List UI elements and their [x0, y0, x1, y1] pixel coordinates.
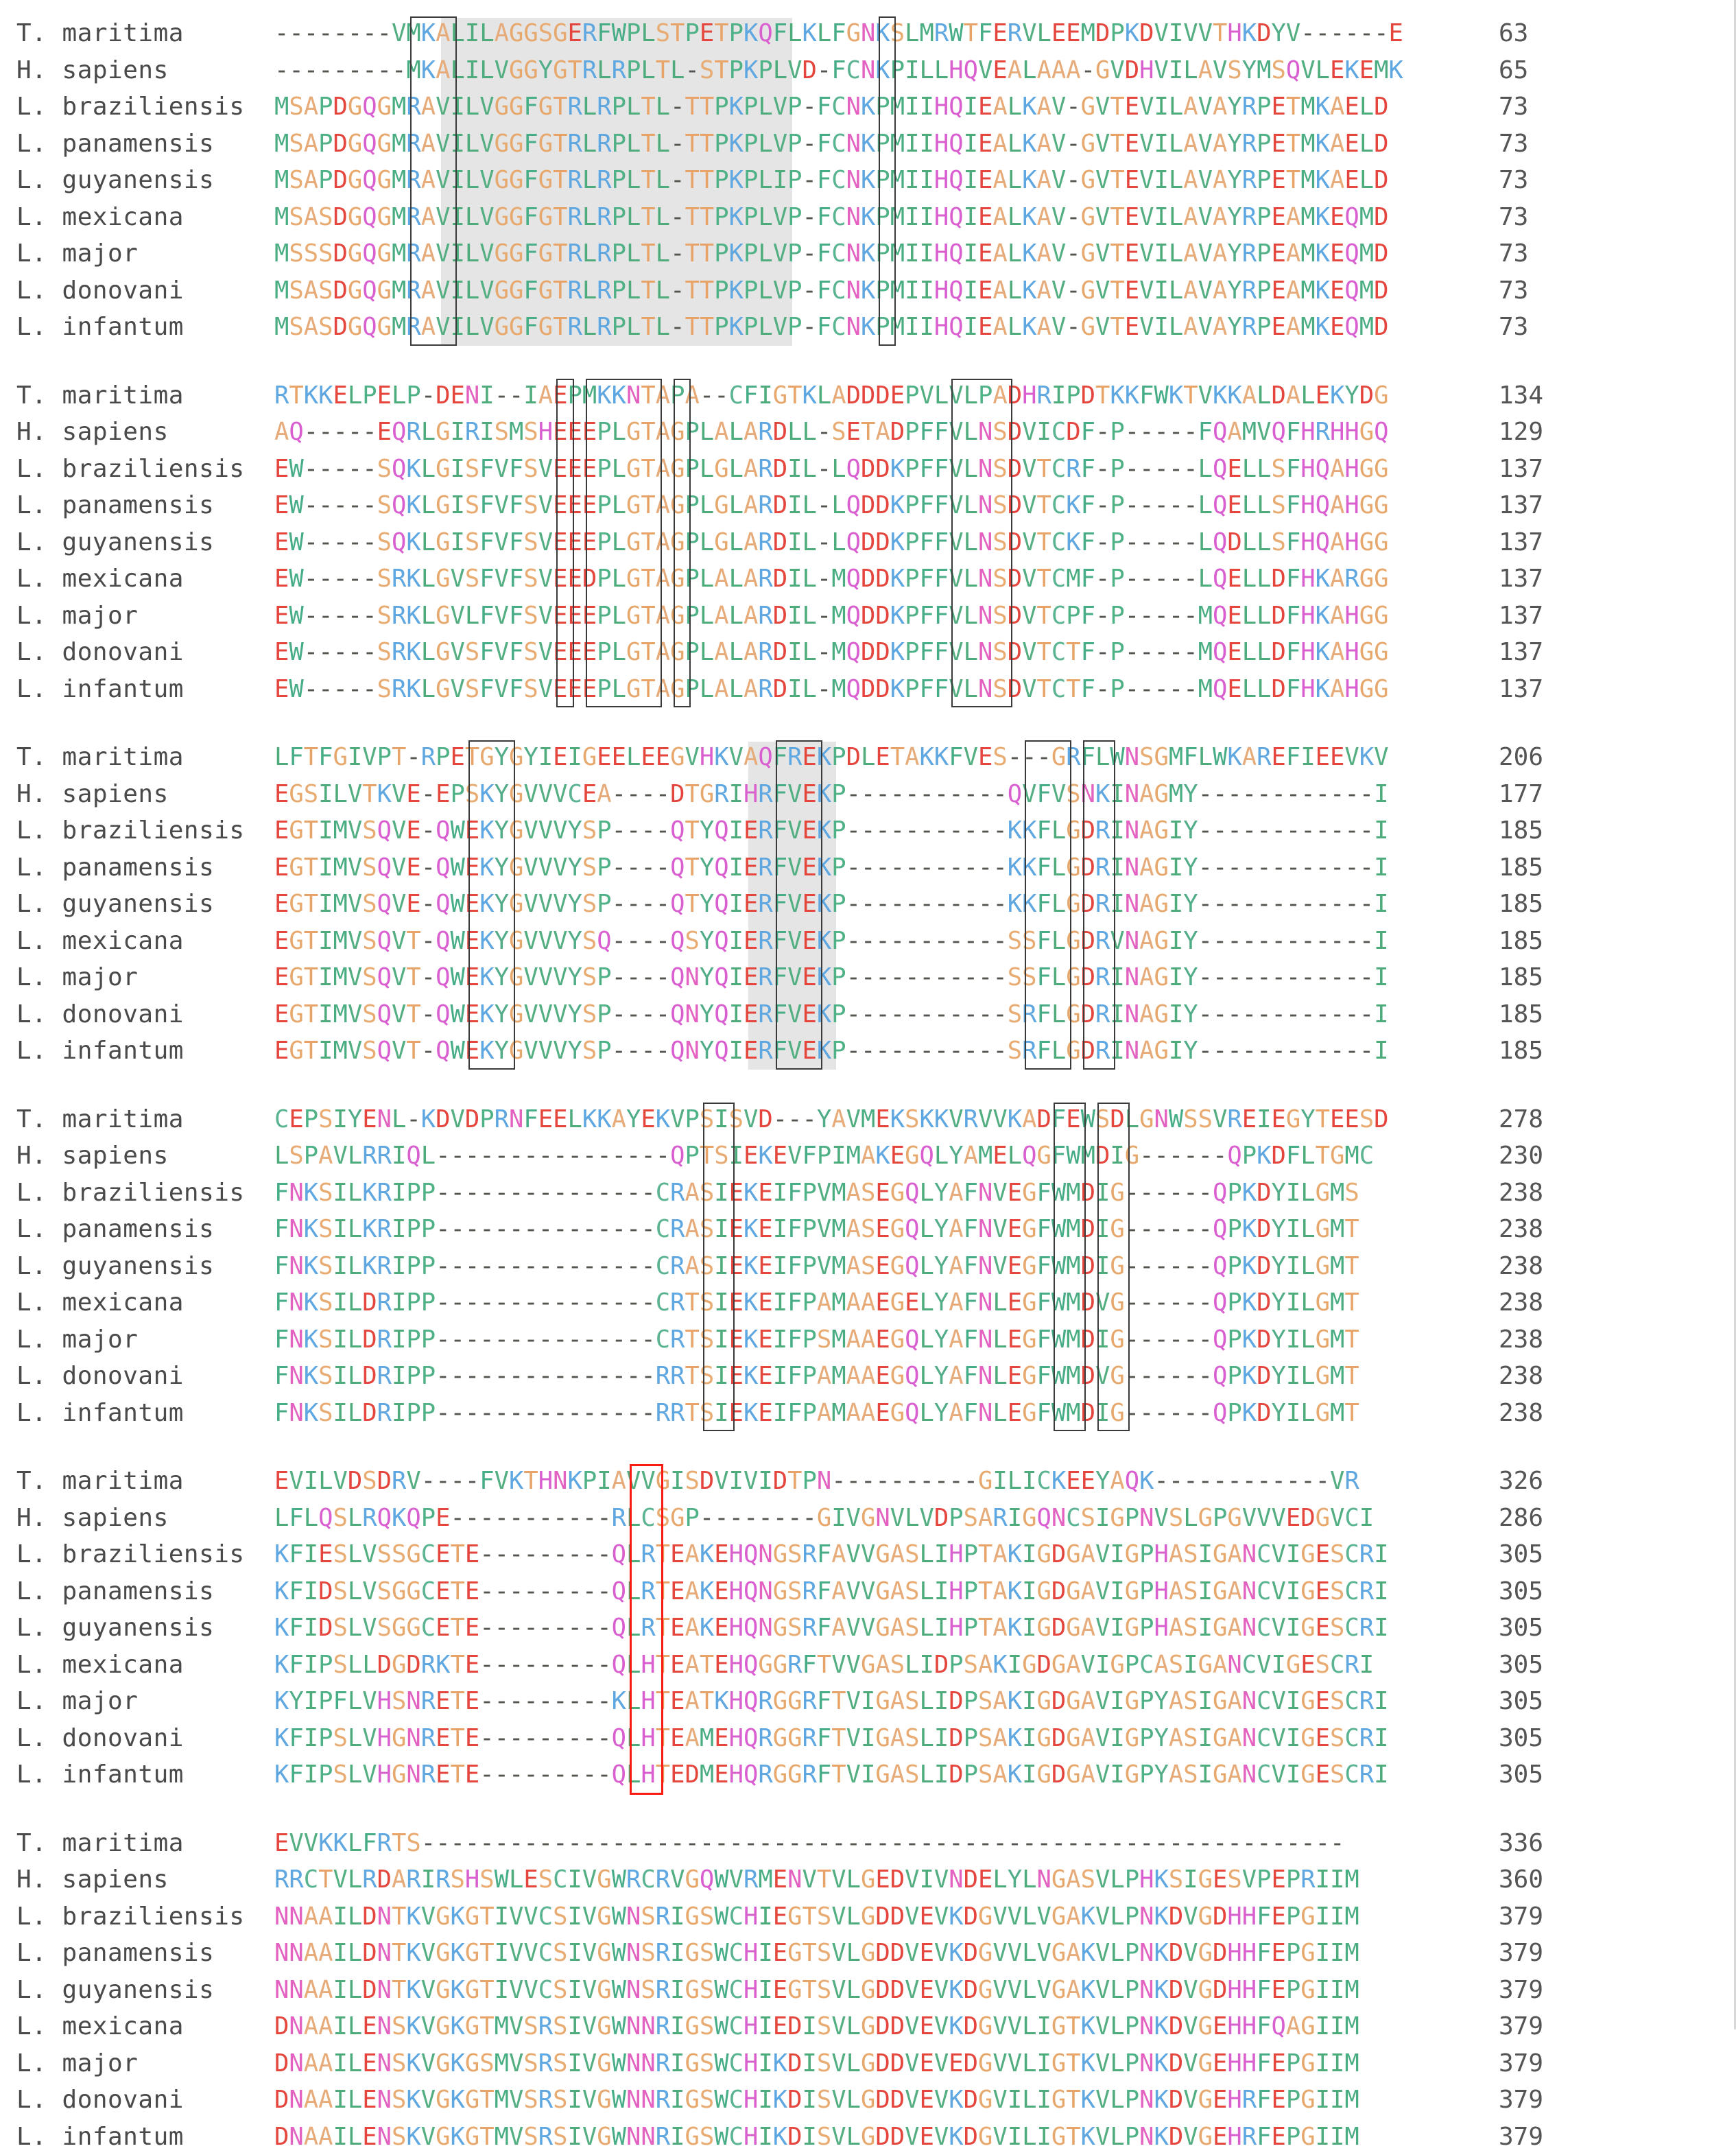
- sequence-text: FNKSILKRIPP---------------CRASIEKEIFPVMASEGQLYAFNVEGFWMDIG------QPKDYILGMT: [274, 1211, 1359, 1248]
- residue-number: 238: [1499, 1252, 1543, 1280]
- alignment-row: [0, 377, 1736, 414]
- species-label: L. guyanensis: [0, 166, 274, 194]
- alignment-row: [0, 1825, 1736, 1862]
- species-label: L. guyanensis: [0, 528, 274, 556]
- sequence-text: EGTIMVSQVE-QWEKYGVVVYSP----QTYQIERFVEKP-----------KKFLGDRINAGIY------------I: [274, 886, 1389, 923]
- alignment-row: [0, 849, 1736, 886]
- sequence-text: LFTFGIVPT-RPETGYGYIEIGEELEEGVHKVAQFREKPDLETAKKFVES---GRFLWNSGMFLWKAREFIEEVKV: [274, 739, 1389, 776]
- residue-number: 73: [1499, 166, 1528, 194]
- sequence-text: EW-----SRKLGVLFVFSVEEEPLGTAGPLALARDIL-MQDDKPFFVLNSDVTCPF-P-----MQELLDFHKAHGG: [274, 598, 1389, 635]
- species-label: L. braziliensis: [0, 1179, 274, 1207]
- residue-number: 185: [1499, 816, 1543, 845]
- alignment-block-3: [0, 739, 1736, 1070]
- residue-number: 305: [1499, 1724, 1543, 1752]
- alignment-row: [0, 812, 1736, 849]
- sequence-text: FNKSILKRIPP---------------CRASIEKEIFPVMASEGQLYAFNVEGFWMDIG------QPKDYILGMS: [274, 1175, 1359, 1212]
- alignment-row: [0, 1898, 1736, 1935]
- alignment-row: [0, 1610, 1736, 1647]
- sequence-text: EW-----SRKLGVSFVFSVEEEPLGTAGPLALARDIL-MQDDKPFFVLNSDVTCTF-P-----MQELLDFHKAHGG: [274, 671, 1389, 708]
- species-label: L. infantum: [0, 1037, 274, 1065]
- alignment-row: [0, 15, 1736, 52]
- residue-number: 238: [1499, 1179, 1543, 1207]
- species-label: L. major: [0, 963, 274, 991]
- alignment-row: [0, 487, 1736, 524]
- residue-number: 137: [1499, 528, 1543, 556]
- species-label: L. donovani: [0, 1724, 274, 1752]
- species-label: L. braziliensis: [0, 1903, 274, 1931]
- sequence-text: EGTIMVSQVT-QWEKYGVVVYSP----QNYQIERFVEKP-----------SRFLGDRINAGIY------------I: [274, 996, 1389, 1033]
- sequence-text: MSAPDGQGMRAVILVGGFGTRLRPLTL-TTPKPLVP-FCNKPMIIHQIEALKAV-GVTEVILAVAYRPETMKAELD: [274, 126, 1389, 163]
- sequence-text: CEPSIYENL-KDVDPRNFEELKKAYEKVPSISVD---YAVMEKSKKVRVVKADFEWSDLGNWSSVREIEGYTEESD: [274, 1101, 1389, 1138]
- sequence-text: EW-----SQKLGISFVFSVEEEPLGTAGPLGLARDIL-LQDDKPFFVLNSDVTCKF-P-----LQDLLSFHQAHGG: [274, 524, 1389, 561]
- sequence-text: NNAAILDNTKVGKGTIVVCSIVGWNSRIGSWCHIEGTSVLGDDVEVKDGVVLVGAKVLPNKDVGDHHFEPGIIM: [274, 1935, 1359, 1972]
- residue-number: 137: [1499, 602, 1543, 630]
- species-label: L. donovani: [0, 1000, 274, 1028]
- alignment-row: [0, 1683, 1736, 1720]
- alignment-row: [0, 561, 1736, 598]
- alignment-row: [0, 1284, 1736, 1321]
- residue-number: 360: [1499, 1865, 1543, 1894]
- motif-box: [410, 16, 457, 346]
- alignment-block-5: [0, 1463, 1736, 1793]
- sequence-text: EW-----SRKLGVSFVFSVEEDPLGTAGPLALARDIL-MQDDKPFFVLNSDVTCMF-P-----LQELLDFHKARGG: [274, 561, 1389, 598]
- species-label: T. maritima: [0, 381, 274, 410]
- alignment-row: [0, 1756, 1736, 1793]
- alignment-row: [0, 309, 1736, 346]
- residue-number: 379: [1499, 2086, 1543, 2114]
- sequence-text: FNKSILKRIPP---------------CRASIEKEIFPVMASEGQLYAFNVEGFWMDIG------QPKDYILGMT: [274, 1248, 1359, 1285]
- alignment-row: [0, 89, 1736, 126]
- alignment-row: [0, 923, 1736, 960]
- sequence-text: RTKKELPELP-DENI--IAEPMKKNTAPA--CFIGTKLADDDEPVLVLPADHRIPDTKKFWKTVKKALDALEKYDG: [274, 377, 1389, 414]
- species-label: L. major: [0, 1687, 274, 1715]
- species-label: L. donovani: [0, 638, 274, 666]
- residue-number: 137: [1499, 638, 1543, 666]
- sequence-text: NNAAILDNTKVGKGTIVVCSIVGWNSRIGSWCHIEGTSVLGDDVEVKDGVVLVGAKVLPNKDVGDHHFEPGIIM: [274, 1898, 1359, 1935]
- sequence-text: EGSILVTKVE-EPSKYGVVVCEA----DTGRIHRFVEKP-----------QVFVSNKINAGMY------------I: [274, 776, 1389, 813]
- alignment-row: [0, 2082, 1736, 2119]
- residue-number: 73: [1499, 313, 1528, 341]
- alignment-row: [0, 1211, 1736, 1248]
- residue-number: 206: [1499, 743, 1543, 771]
- residue-number: 177: [1499, 780, 1543, 808]
- species-label: L. mexicana: [0, 565, 274, 593]
- residue-number: 230: [1499, 1142, 1543, 1170]
- motif-box-red: [630, 1464, 663, 1795]
- species-label: L. major: [0, 2049, 274, 2077]
- alignment-row: [0, 162, 1736, 199]
- alignment-row: [0, 671, 1736, 708]
- motif-box: [951, 379, 1012, 708]
- motif-box: [586, 379, 662, 708]
- species-label: H. sapiens: [0, 418, 274, 446]
- residue-number: 65: [1499, 56, 1528, 84]
- residue-number: 379: [1499, 2012, 1543, 2040]
- motif-box: [674, 379, 691, 708]
- residue-number: 305: [1499, 1614, 1543, 1642]
- alignment-row: [0, 1033, 1736, 1070]
- sequence-text: ---------MKALILVGGYGTRLRPLTL-STPKPLVD-FCNKPILLHQVEALAAA-GVDHVILAVSYMSQVLEKEMK: [274, 52, 1403, 89]
- species-label: T. maritima: [0, 19, 274, 47]
- residue-number: 73: [1499, 130, 1528, 158]
- sequence-text: EVILVDSDRV----FVKTHNKPIAVVGISDVIVIDTPN----------GILICKEEYAQK------------VR: [274, 1463, 1359, 1500]
- alignment-row: [0, 776, 1736, 813]
- sequence-text: EGTIMVSQVT-QWEKYGVVVYSP----QNYQIERFVEKP-----------SRFLGDRINAGIY------------I: [274, 1033, 1389, 1070]
- sequence-text: MSASDGQGMRAVILVGGFGTRLRPLTL-TTPKPLVP-FCNKPMIIHQIEALKAV-GVTEVILAVAYRPEAMKEQMD: [274, 309, 1389, 346]
- motif-box: [1025, 740, 1071, 1070]
- motif-box: [1097, 1103, 1130, 1432]
- residue-number: 238: [1499, 1288, 1543, 1317]
- residue-number: 73: [1499, 239, 1528, 268]
- residue-number: 185: [1499, 963, 1543, 991]
- residue-number: 379: [1499, 2123, 1543, 2151]
- alignment-row: [0, 126, 1736, 163]
- species-label: H. sapiens: [0, 56, 274, 84]
- species-label: L. infantum: [0, 675, 274, 703]
- alignment-row: [0, 52, 1736, 89]
- species-label: L. panamensis: [0, 491, 274, 519]
- sequence-text: LSPAVLRRIQL----------------QPTSIEKEVFPIMAKEGQLYAMELQGFWMDIG------QPKDFLTGMC: [274, 1138, 1374, 1175]
- alignment-row: [0, 199, 1736, 236]
- sequence-text: NNAAILDNTKVGKGTIVVCSIVGWNSRIGSWCHIEGTSVLGDDVEVKDGVVLVGAKVLPNKDVGDHHFEPGIIM: [274, 1972, 1359, 2009]
- species-label: L. panamensis: [0, 1215, 274, 1243]
- residue-number: 238: [1499, 1362, 1543, 1390]
- alignment-row: [0, 886, 1736, 923]
- alignment-row: [0, 1248, 1736, 1285]
- sequence-text: MSAPDGQGMRAVILVGGFGTRLRPLTL-TTPKPLIP-FCNKPMIIHQIEALKAV-GVTEVILAVAYRPETMKAELD: [274, 162, 1389, 199]
- residue-number: 238: [1499, 1215, 1543, 1243]
- alignment-row: [0, 451, 1736, 488]
- motif-box: [776, 740, 822, 1070]
- alignment-row: [0, 1861, 1736, 1898]
- species-label: L. major: [0, 602, 274, 630]
- species-label: T. maritima: [0, 1467, 274, 1495]
- alignment-row: [0, 1573, 1736, 1610]
- sequence-text: MSSSDGQGMRAVILVGGFGTRLRPLTL-TTPKPLVP-FCNKPMIIHQIEALKAV-GVTEVILAVAYRPEAMKEQMD: [274, 235, 1389, 272]
- residue-number: 305: [1499, 1577, 1543, 1605]
- sequence-text: FNKSILDRIPP---------------CRTSIEKEIFPAMAAEGELYAFNLEGFWMDVG------QPKDYILGMT: [274, 1284, 1359, 1321]
- species-label: L. donovani: [0, 1362, 274, 1390]
- sequence-text: EGTIMVSQVT-QWEKYGVVVYSP----QNYQIERFVEKP-----------SSFLGDRINAGIY------------I: [274, 959, 1389, 996]
- sequence-text: FNKSILDRIPP---------------RRTSIEKEIFPAMAAEGQLYAFNLEGFWMDVG------QPKDYILGMT: [274, 1358, 1359, 1395]
- sequence-text: --------VMKALILAGGSGERFWPLSTPETPKQFLKLFGNKSLMRWTFERVLEEMDPKDVIVVTHKDYV------E: [274, 15, 1403, 52]
- sequence-text: RRCTVLRDARIRSHSWLESCIVGWRCRVGQWVRMENVTVLGEDVIVNDELYLNGASVLPHKSIGESVPEPRIIM: [274, 1861, 1359, 1898]
- motif-box: [556, 379, 573, 708]
- residue-number: 185: [1499, 927, 1543, 955]
- alignment-row: [0, 272, 1736, 309]
- alignment-row: [0, 1175, 1736, 1212]
- residue-number: 305: [1499, 1687, 1543, 1715]
- residue-number: 336: [1499, 1829, 1543, 1857]
- alignment-row: [0, 524, 1736, 561]
- residue-number: 238: [1499, 1326, 1543, 1354]
- species-label: L. guyanensis: [0, 1976, 274, 2004]
- species-label: L. major: [0, 239, 274, 268]
- residue-number: 63: [1499, 19, 1528, 47]
- alignment-row: [0, 634, 1736, 671]
- residue-number: 305: [1499, 1540, 1543, 1568]
- sequence-text: KFIPSLVHGNRETE---------QLHTEAMEHQRGGRFTVIGASLIDPSAKIGDGAVIGPYASIGANCVIGESCRI: [274, 1720, 1389, 1757]
- residue-number: 134: [1499, 381, 1543, 410]
- species-label: T. maritima: [0, 1105, 274, 1133]
- species-label: L. mexicana: [0, 2012, 274, 2040]
- alignment-row: [0, 1395, 1736, 1432]
- species-label: L. infantum: [0, 1760, 274, 1789]
- residue-number: 185: [1499, 1000, 1543, 1028]
- sequence-text: MSASDGQGMRAVILVGGFGTRLRPLTL-TTPKPLVP-FCNKPMIIHQIEALKAV-GVTEVILAVAYRPEAMKEQMD: [274, 199, 1389, 236]
- alignment-row: [0, 235, 1736, 272]
- alignment-row: [0, 2119, 1736, 2155]
- species-label: L. braziliensis: [0, 455, 274, 483]
- sequence-text: MSAPDGQGMRAVILVGGFGTRLRPLTL-TTPKPLVP-FCNKPMIIHQIEALKAV-GVTEVILAVAYRPETMKAELD: [274, 89, 1389, 126]
- sequence-text: EGTIMVSQVE-QWEKYGVVVYSP----QTYQIERFVEKP-----------KKFLGDRINAGIY------------I: [274, 849, 1389, 886]
- alignment-row: [0, 1358, 1736, 1395]
- species-label: L. guyanensis: [0, 1252, 274, 1280]
- species-label: L. panamensis: [0, 1577, 274, 1605]
- alignment-row: [0, 1463, 1736, 1500]
- residue-number: 137: [1499, 565, 1543, 593]
- species-label: L. mexicana: [0, 1288, 274, 1317]
- species-label: L. mexicana: [0, 203, 274, 231]
- species-label: L. guyanensis: [0, 890, 274, 918]
- residue-number: 379: [1499, 1903, 1543, 1931]
- alignment-row: [0, 1321, 1736, 1358]
- species-label: H. sapiens: [0, 1504, 274, 1532]
- alignment-row: [0, 959, 1736, 996]
- residue-number: 73: [1499, 203, 1528, 231]
- residue-number: 137: [1499, 675, 1543, 703]
- species-label: T. maritima: [0, 743, 274, 771]
- species-label: L. panamensis: [0, 130, 274, 158]
- residue-number: 379: [1499, 1976, 1543, 2004]
- species-label: L. braziliensis: [0, 1540, 274, 1568]
- residue-number: 238: [1499, 1399, 1543, 1427]
- sequence-text: DNAAILENSKVGKGTMVSRSIVGWNNRIGSWCHIEDISVLGDDVEVKDGVVLIGTKVLPNKDVGEHHFQAGIIM: [274, 2008, 1359, 2045]
- alignment-block-6: [0, 1825, 1736, 2155]
- residue-number: 73: [1499, 93, 1528, 121]
- sequence-text: EVVKKLFRTS---------------------------------------------------------------: [274, 1825, 1344, 1862]
- alignment-row: [0, 1972, 1736, 2009]
- sequence-text: EGTIMVSQVE-QWEKYGVVVYSP----QTYQIERFVEKP-----------KKFLGDRINAGIY------------I: [274, 812, 1389, 849]
- sequence-text: EW-----SQKLGISFVFSVEEEPLGTAGPLGLARDIL-LQDDKPFFVLNSDVTCKF-P-----LQELLSFHQAHGG: [274, 487, 1389, 524]
- species-label: L. infantum: [0, 313, 274, 341]
- residue-number: 185: [1499, 853, 1543, 882]
- sequence-text: KFIDSLVSGGCETE---------QLRTEAKEHQNGSRFAVVGASLIHPTAKIGDGAVIGPHASIGANCVIGESCRI: [274, 1610, 1389, 1647]
- alignment-row: [0, 414, 1736, 451]
- species-label: T. maritima: [0, 1829, 274, 1857]
- sequence-text: KFIPSLVHGNRETE---------QLHTEDMEHQRGGRFTVIGASLIDPSAKIGDGAVIGPYASIGANCVIGESCRI: [274, 1756, 1389, 1793]
- motif-box: [1054, 1103, 1086, 1432]
- species-label: L. major: [0, 1326, 274, 1354]
- motif-box: [468, 740, 515, 1070]
- residue-number: 129: [1499, 418, 1543, 446]
- sequence-text: FNKSILDRIPP---------------CRTSIEKEIFPSMAAEGQLYAFNLEGFWMDIG------QPKDYILGMT: [274, 1321, 1359, 1358]
- species-label: L. donovani: [0, 276, 274, 305]
- alignment-row: [0, 1500, 1736, 1537]
- alignment-row: [0, 2008, 1736, 2045]
- sequence-text: KFIESLVSSGCETE---------QLRTEAKEHQNGSRFAVVGASLIHPTAKIGDGAVIGPHASIGANCVIGESCRI: [274, 1536, 1389, 1573]
- motif-box: [703, 1103, 735, 1432]
- sequence-text: DNAAILENSKVGKGTMVSRSIVGWNNRIGSWCHIKDISVLGDDVEVKDGVILIGTKVLPNKDVGEHRFEPGIIM: [274, 2119, 1359, 2155]
- alignment-block-1: [0, 15, 1736, 346]
- alignment-block-2: [0, 377, 1736, 708]
- sequence-text: EW-----SRKLGVSFVFSVEEEPLGTAGPLALARDIL-MQDDKPFFVLNSDVTCTF-P-----MQELLDFHKAHGG: [274, 634, 1389, 671]
- residue-number: 379: [1499, 2049, 1543, 2077]
- sequence-text: KFIDSLVSGGCETE---------QLRTEAKEHQNGSRFAVVGASLIHPTAKIGDGAVIGPHASIGANCVIGESCRI: [274, 1573, 1389, 1610]
- sequence-text: EW-----SQKLGISFVFSVEEEPLGTAGPLGLARDIL-LQDDKPFFVLNSDVTCRF-P-----LQELLSFHQAHGG: [274, 451, 1389, 488]
- residue-number: 73: [1499, 276, 1528, 305]
- species-label: H. sapiens: [0, 1142, 274, 1170]
- sequence-text: DNAAILENSKVGKGSMVSRSIVGWNNRIGSWCHIKDISVLGDDVEVEDGVVLIGTKVLPNKDVGEHHFEPGIIM: [274, 2045, 1359, 2082]
- sequence-text: FNKSILDRIPP---------------RRTSIEKEIFPAMAAEGQLYAFNLEGFWMDIG------QPKDYILGMT: [274, 1395, 1359, 1432]
- alignment-row: [0, 996, 1736, 1033]
- species-label: L. mexicana: [0, 927, 274, 955]
- species-label: H. sapiens: [0, 780, 274, 808]
- residue-number: 305: [1499, 1651, 1543, 1679]
- residue-number: 137: [1499, 491, 1543, 519]
- alignment-row: [0, 1138, 1736, 1175]
- species-label: L. braziliensis: [0, 93, 274, 121]
- species-label: H. sapiens: [0, 1865, 274, 1894]
- species-label: L. panamensis: [0, 853, 274, 882]
- alignment-row: [0, 598, 1736, 635]
- sequence-text: AQ-----EQRLGIRISMSHEEEPLGTAGPLALARDLL-SETADPFFVLNSDVICDF-P-----FQAMVQFHRHHGQ: [274, 414, 1389, 451]
- species-label: L. infantum: [0, 1399, 274, 1427]
- sequence-text: LFLQSLRQKQPE-----------RLCSGP--------GIVGNVLVDPSARIGQNCSIGPNVSLGPGVVVEDGVCI: [274, 1500, 1374, 1537]
- sequence-text: KYIPFLVHSNRETE---------KLHTEATKHQRGGRFTVIGASLIDPSAKIGDGAVIGPYASIGANCVIGESCRI: [274, 1683, 1389, 1720]
- sequence-text: EGTIMVSQVT-QWEKYGVVVYSQ----QSYQIERFVEKP-----------SSFLGDRVNAGIY------------I: [274, 923, 1389, 960]
- residue-number: 286: [1499, 1504, 1543, 1532]
- motif-box: [1083, 740, 1115, 1070]
- residue-number: 278: [1499, 1105, 1543, 1133]
- species-label: L. donovani: [0, 2086, 274, 2114]
- species-label: L. braziliensis: [0, 816, 274, 845]
- residue-number: 326: [1499, 1467, 1543, 1495]
- alignment-block-4: [0, 1101, 1736, 1432]
- alignment-row: [0, 1935, 1736, 1972]
- motif-box: [879, 16, 896, 346]
- alignment-row: [0, 739, 1736, 776]
- residue-number: 185: [1499, 1037, 1543, 1065]
- residue-number: 379: [1499, 1939, 1543, 1967]
- residue-number: 137: [1499, 455, 1543, 483]
- alignment-row: [0, 1720, 1736, 1757]
- alignment-row: [0, 1647, 1736, 1684]
- species-label: L. panamensis: [0, 1939, 274, 1967]
- sequence-text: DNAAILENSKVGKGTMVSRSIVGWNNRIGSWCHIKDISVLGDDVEVKDGVILIGTKVLPNKDVGEHRFEPGIIM: [274, 2082, 1359, 2119]
- sequence-text: MSASDGQGMRAVILVGGFGTRLRPLTL-TTPKPLVP-FCNKPMIIHQIEALKAV-GVTEVILAVAYRPEAMKEQMD: [274, 272, 1389, 309]
- species-label: L. infantum: [0, 2123, 274, 2151]
- species-label: L. guyanensis: [0, 1614, 274, 1642]
- residue-number: 305: [1499, 1760, 1543, 1789]
- alignment-row: [0, 1101, 1736, 1138]
- residue-number: 185: [1499, 890, 1543, 918]
- alignment-row: [0, 1536, 1736, 1573]
- alignment-row: [0, 2045, 1736, 2082]
- sequence-text: KFIPSLLDGDRKTE---------QLHTEATEHQGGRFTVVGASLIDPSAKIGDGAVIGPCASIGANCVIGESCRI: [274, 1647, 1374, 1684]
- species-label: L. mexicana: [0, 1651, 274, 1679]
